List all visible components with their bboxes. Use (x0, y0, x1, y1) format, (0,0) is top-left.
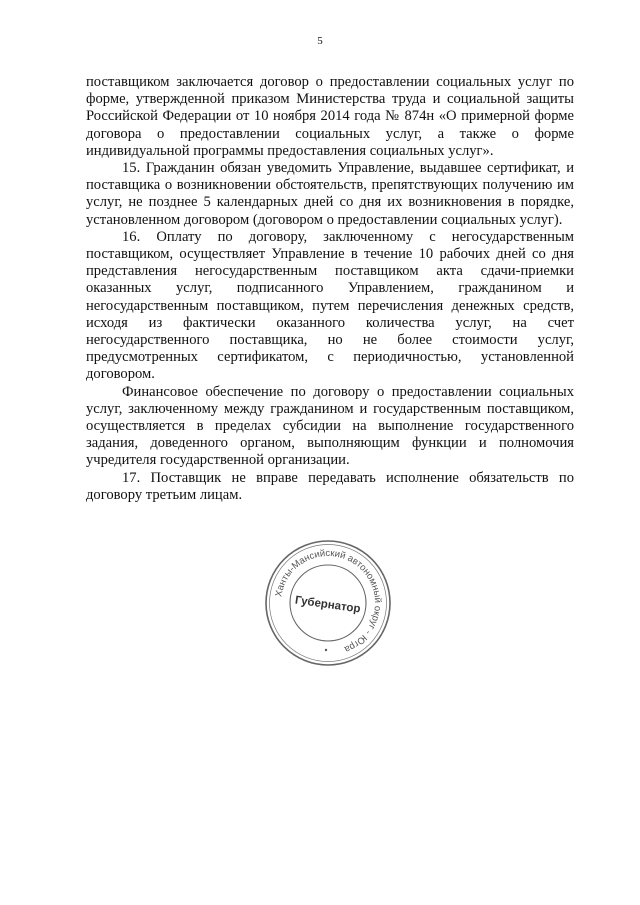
official-seal (263, 538, 393, 668)
paragraph-funding: Финансовое обеспечение по договору о предоставлении социальных услуг, заключенному между гражданином и государственным поставщиком, осуществляется в пределах субсидии на выполнение государственного задания, доведенного органом, выполняющим функции и полномочия учредителя государственной организации. (86, 383, 574, 469)
paragraph-15: 15. Гражданин обязан уведомить Управление, выдавшее сертификат, и поставщика о возникновении обстоятельств, препятствующих получению им услуг, не позднее 5 календарных дней со дня их возникновения в порядке, установленном договором (договором о предоставлении социальных услуг). (86, 160, 574, 228)
seal-ring-text: Ханты-Мансийский автономный округ - Югра (273, 547, 384, 655)
seal-center-text: Губернатор (294, 594, 362, 616)
page-number: 5 (317, 35, 323, 47)
seal-star-icon (325, 649, 327, 651)
paragraph-16: 16. Оплату по договору, заключенному с негосударственным поставщиком, осуществляет Управление в течение 10 рабочих дней со дня представления негосударственным поставщиком акта сдачи-приемки оказанных услуг, подписанного Управлением, гражданином и негосударственным поставщиком, путем перечисления денежных средств, исходя из фактически оказанного количества услуг, на счет негосударственного поставщика, но не более стоимости услуг, предусмотренных сертификатом, с периодичностью, установленной договором. (86, 228, 574, 383)
paragraph-17: 17. Поставщик не вправе передавать исполнение обязательств по договору третьим лицам. (86, 469, 574, 503)
document-body (86, 74, 574, 504)
paragraph-continuation: поставщиком заключается договор о предоставлении социальных услуг по форме, утвержденной приказом Министерства труда и социальной защиты Российской Федерации от 10 ноября 2014 года № 874н «О примерной форме договора о предоставлении социальных услуг, а также о форме индивидуальной программы предоставления социальных услуг». (86, 74, 574, 159)
